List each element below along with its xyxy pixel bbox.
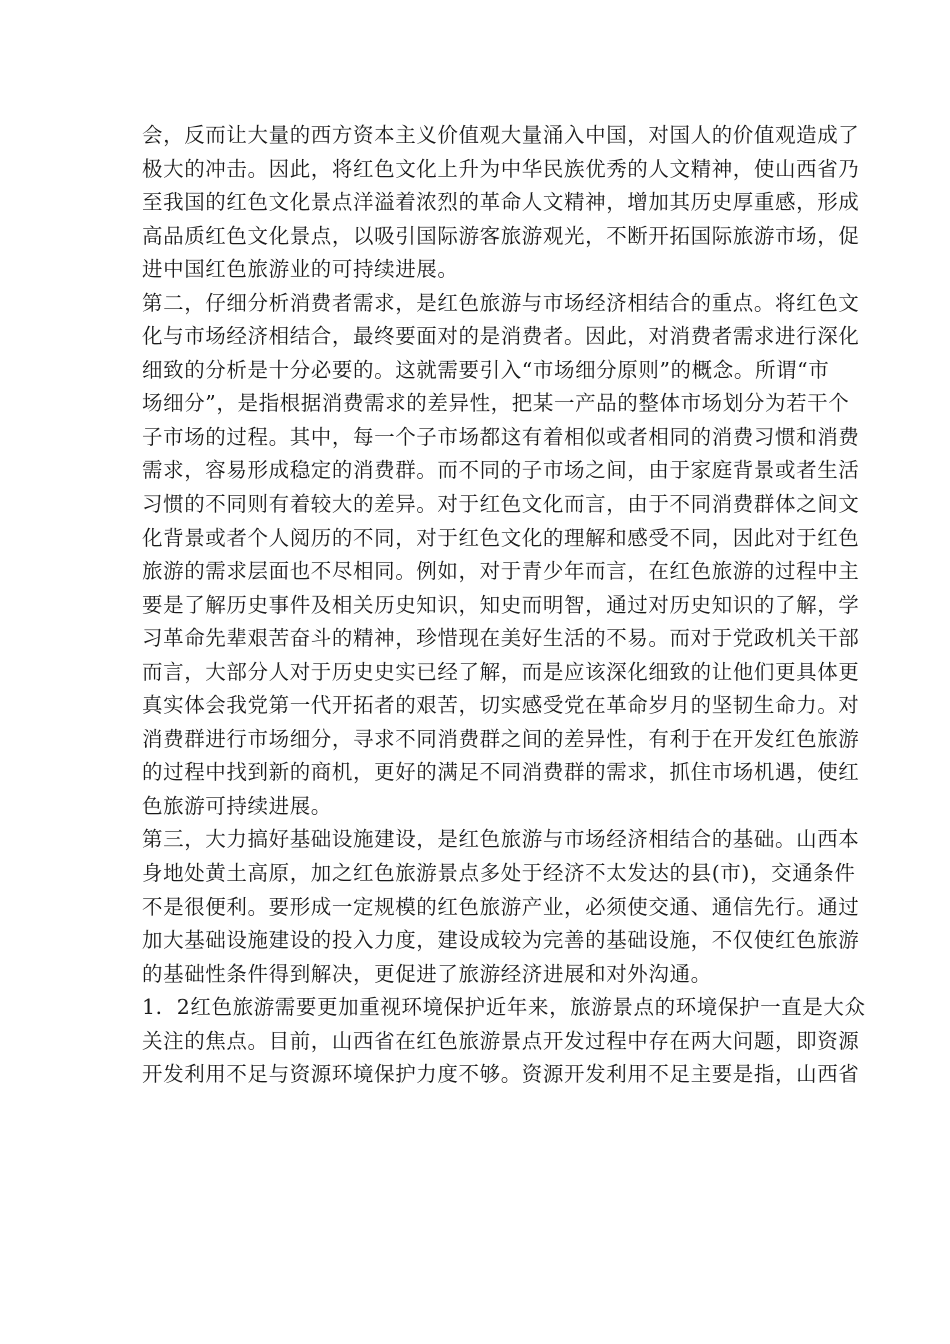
text-line: 习革命先辈艰苦奋斗的精神，珍惜现在美好生活的不易。而对于党政机关干部 (142, 626, 860, 651)
text-line: 的过程中找到新的商机，更好的满足不同消费群的需求，抓住市场机遇，使红 (142, 760, 860, 785)
text-line: 要是了解历史事件及相关历史知识，知史而明智，通过对历史知识的了解，学 (142, 592, 860, 617)
text-line: 细致的分析是十分必要的。这就需要引入“市场细分原则”的概念。所谓“市 (142, 357, 830, 382)
text-line: 至我国的红色文化景点洋溢着浓烈的革命人文精神，增加其历史厚重感，形成 (142, 190, 860, 215)
text-line: 1．2红色旅游需要更加重视环境保护近年来，旅游景点的环境保护一直是大众 (142, 995, 866, 1020)
text-line: 而言，大部分人对于历史史实已经了解，而是应该深化细致的让他们更具体更 (142, 659, 860, 684)
text-line: 消费群进行市场细分，寻求不同消费群之间的差异性，有利于在开发红色旅游 (142, 726, 860, 751)
text-line: 会，反而让大量的西方资本主义价值观大量涌入中国，对国人的价值观造成了 (142, 123, 860, 147)
text-line: 不是很便利。要形成一定规模的红色旅游产业，必须使交通、通信先行。通过 (142, 894, 860, 919)
text-line: 进中国红色旅游业的可持续进展。 (142, 257, 459, 282)
text-line: 子市场的过程。其中，每一个子市场都这有着相似或者相同的消费习惯和消费 (142, 424, 860, 449)
text-line: 第二，仔细分析消费者需求，是红色旅游与市场经济相结合的重点。将红色文 (142, 290, 860, 315)
text-line: 化与市场经济相结合，最终要面对的是消费者。因此，对消费者需求进行深化 (142, 324, 860, 349)
text-line: 旅游的需求层面也不尽相同。例如，对于青少年而言，在红色旅游的过程中主 (142, 559, 860, 584)
body-text (142, 119, 866, 1092)
text-line: 关注的焦点。目前，山西省在红色旅游景点开发过程中存在两大问题，即资源 (142, 1028, 860, 1053)
text-line: 色旅游可持续进展。 (142, 793, 332, 818)
text-line: 加大基础设施建设的投入力度，建设成较为完善的基础设施，不仅使红色旅游 (142, 928, 860, 953)
text-line: 身地处黄土高原，加之红色旅游景点多处于经济不太发达的县(市)，交通条件 (142, 861, 856, 886)
text-line: 需求，容易形成稳定的消费群。而不同的子市场之间，由于家庭背景或者生活 (142, 458, 860, 483)
text-line: 高品质红色文化景点，以吸引国际游客旅游观光，不断开拓国际旅游市场，促 (142, 223, 860, 248)
text-line: 极大的冲击。因此，将红色文化上升为中华民族优秀的人文精神，使山西省乃 (142, 156, 860, 181)
text-line: 真实体会我党第一代开拓者的艰苦，切实感受党在革命岁月的坚韧生命力。对 (142, 693, 860, 718)
text-line: 习惯的不同则有着较大的差异。对于红色文化而言，由于不同消费群体之间文 (142, 492, 860, 517)
text-line: 化背景或者个人阅历的不同，对于红色文化的理解和感受不同，因此对于红色 (142, 525, 860, 550)
text-line: 开发利用不足与资源环境保护力度不够。资源开发利用不足主要是指，山西省 (142, 1062, 860, 1087)
text-line: 第三，大力搞好基础设施建设，是红色旅游与市场经济相结合的基础。山西本 (142, 827, 860, 852)
text-line: 场细分”，是指根据消费需求的差异性，把某一产品的整体市场划分为若干个 (142, 391, 850, 416)
text-line: 的基础性条件得到解决，更促进了旅游经济进展和对外沟通。 (142, 961, 712, 986)
